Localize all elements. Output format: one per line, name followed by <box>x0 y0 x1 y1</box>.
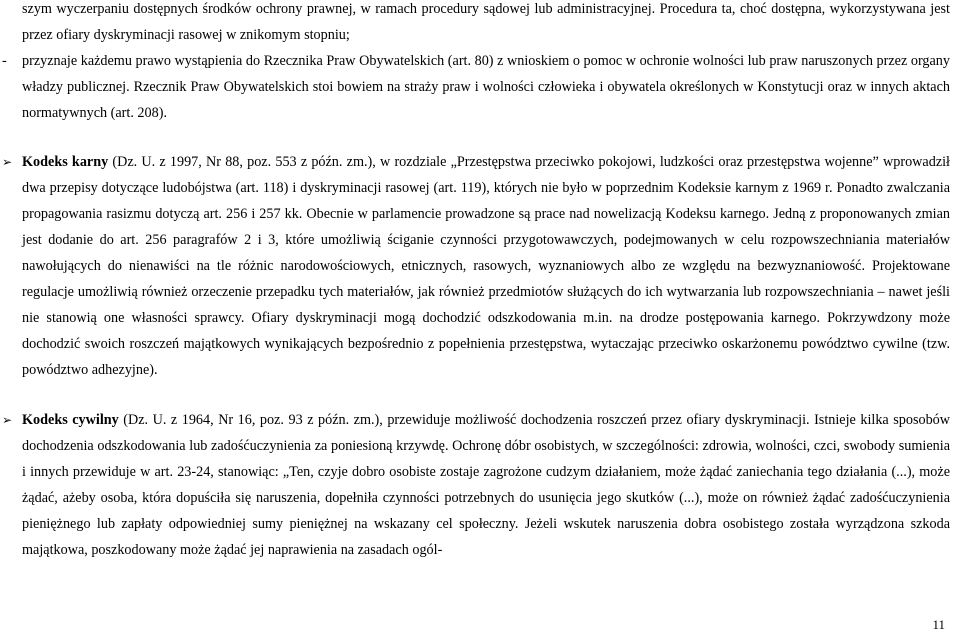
intro-paragraph: szym wyczerpaniu dostępnych środków ochrony prawnej, w ramach procedury sądowej lub administracyjnej. Procedura ta, choć dostępna, wykorzystywana jest przez ofiary dyskryminacji rasowej w znikomym stopniu; <box>22 1 950 43</box>
bullet-title-kodeks-cywilny: Kodeks cywilny <box>22 412 119 428</box>
bullet-item-kodeks-cywilny <box>0 407 960 563</box>
dash-item-text: przyznaje każdemu prawo wystąpienia do Rzecznika Praw Obywatelskich (art. 80) z wnioskiem o pomoc w ochronie wolności lub praw naruszonych przez organy władzy publicznej. Rzecznik Praw Obywatelskich stoi bowiem na straży praw i wolności człowieka i obywatela określonych w Konstytucji oraz w innych aktach normatywnych (art. 208). <box>22 53 950 121</box>
arrow-bullet-icon: ➢ <box>2 413 13 427</box>
bullet-text-kodeks-karny: (Dz. U. z 1997, Nr 88, poz. 553 z późn. zm.), w rozdziale „Przestępstwa przeciwko pokojowi, ludzkości oraz przestępstwa wojenne” wprowadził dwa przepisy dotyczące ludobójstwa (art. 118) i dyskryminacji rasowej (art. 119), których nie było w poprzednim Kodeksie karnym z 1969 r. Ponadto zwalczania propagowania rasizmu dotyczą art. 256 i 257 kk. Obecnie w parlamencie prowadzone są prace nad nowelizacją Kodeksu karnego. Jedną z proponowanych zmian jest dodanie do art. 256 paragrafów 2 i 3, które umożliwią ściganie czynności przygotowawczych, podejmowanych w celu rozpowszechniania materiałów nawołujących do nienawiści na tle różnic narodowościowych, etnicznych, rasowych, wyznaniowych albo ze względu na bezwyznaniowość. Projektowane regulacje umożliwią również orzeczenie przepadku tych materiałów, jak również przedmiotów służących do ich wytwarzania lub rozpowszechniania – nawet jeśli nie stanowią one własności sprawcy. Ofiary dyskryminacji mogą dochodzić odszkodowania m.in. na drodze postępowania karnego. Pokrzywdzony może dochodzić swoich roszczeń majątkowych wynikających bezpośrednio z popełnienia przestępstwa, wytaczając przeciwko oskarżonemu powództwo cywilne (tzw. powództwo adhezyjne). <box>22 154 950 378</box>
arrow-bullet-icon: ➢ <box>2 155 13 169</box>
bullet-item-kodeks-karny <box>0 149 960 383</box>
dash-list-item <box>0 48 960 126</box>
bullet-title-kodeks-karny: Kodeks karny <box>22 154 109 170</box>
bullet-text-kodeks-cywilny: (Dz. U. z 1964, Nr 16, poz. 93 z późn. zm.), przewiduje możliwość dochodzenia roszczeń przez ofiary dyskryminacji. Istnieje kilka sposobów dochodzenia odszkodowania lub zadośćuczynienia za poniesioną krzywdę. Ochronę dóbr osobistych, w szczególności: zdrowia, wolności, czci, swobody sumienia i innych przewiduje w art. 23-24, stanowiąc: „Ten, czyje dobro osobiste zostaje zagrożone cudzym działaniem, może żądać zaniechania tego działania (...), może żądać, ażeby osoba, która dopuściła się naruszenia, dopełniła czynności potrzebnych do usunięcia jego skutków (...), może on również żądać zadośćuczynienia pieniężnego lub zapłaty odpowiedniej sumy pieniężnej na wskazany cel społeczny. Jeżeli wskutek naruszenia dobra osobistego została wyrządzona szkoda majątkowa, poszkodowany może żądać jej naprawienia na zasadach ogól- <box>22 412 950 558</box>
page-number: 11 <box>932 617 945 632</box>
dash-marker: - <box>2 53 7 69</box>
